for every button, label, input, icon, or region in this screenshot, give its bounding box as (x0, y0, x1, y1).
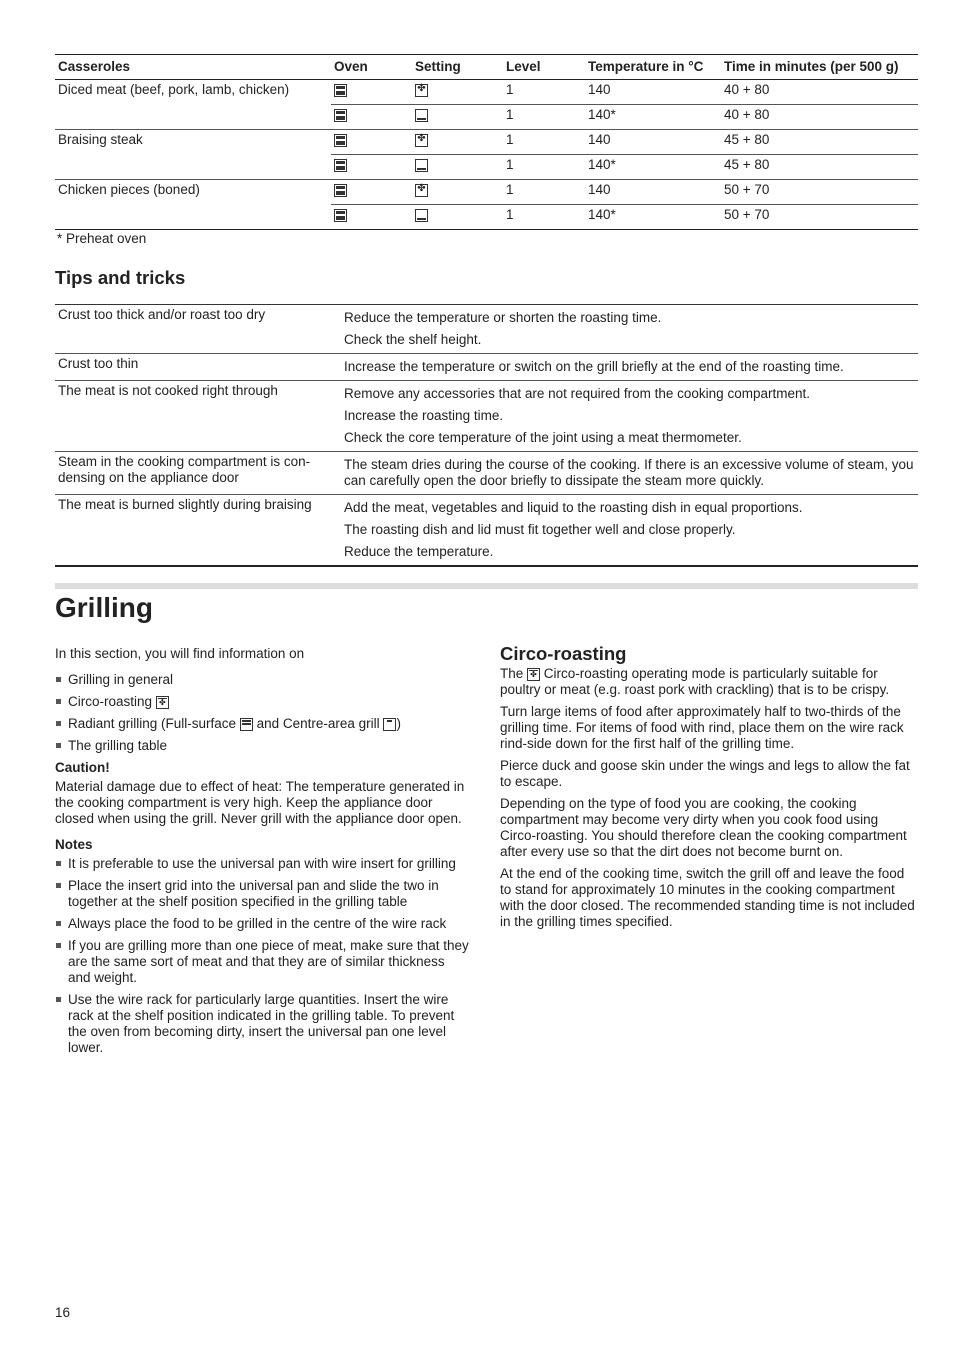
col-header-time: Time in minutes (per 500 g) (721, 55, 918, 80)
col-header-oven: Oven (331, 55, 412, 80)
time-cell: 45 + 80 (721, 155, 918, 180)
list-item: The grilling table (55, 738, 470, 754)
solution-line: Check the core temperature of the joint using a meat thermometer. (344, 430, 742, 445)
level-cell: 1 (503, 155, 585, 180)
list-item: Circo-roasting ✤ (55, 694, 470, 710)
notes-list (55, 856, 470, 1056)
oven-icon (334, 109, 347, 122)
table-row (55, 155, 918, 180)
time-cell: 40 + 80 (721, 105, 918, 130)
time-cell: 50 + 70 (721, 180, 918, 205)
section-title: Grilling (55, 592, 153, 623)
caution-text: Material damage due to effect of heat: The temperature generated in the cooking compartment is very high. Keep the appliance door closed when using the grill. Never grill with the appliance door open. (55, 779, 465, 826)
solution-line: Remove any accessories that are not required from the cooking compartment. (344, 386, 810, 401)
list-item: Always place the food to be grilled in the centre of the wire rack (55, 916, 470, 932)
problem-cell: The meat is not cooked right through (55, 381, 341, 452)
level-cell: 1 (503, 180, 585, 205)
solution-line: Add the meat, vegetables and liquid to the roasting dish in equal proportions. (344, 500, 803, 515)
list-item: Use the wire rack for particularly large quantities. Insert the wire rack at the shelf position indicated in the grilling table. To prevent the oven from becoming dirty, insert the universal pan one level lower. (55, 992, 470, 1056)
level-cell: 1 (503, 80, 585, 105)
footnote: * Preheat oven (57, 231, 147, 246)
page-number: 16 (55, 1305, 71, 1320)
solution-line: The roasting dish and lid must fit together well and close properly. (344, 522, 736, 537)
problem-cell: Steam in the cooking compartment is con-densing on the appliance door (55, 452, 341, 495)
temp-cell: 140 (585, 80, 721, 105)
paragraph: Depending on the type of food you are cooking, the cooking compartment may become very dirty when you cook food using Circo-roasting. You should therefore clean the cooking compartment after every use so that the dirt does not become burnt on. (500, 796, 907, 859)
oven-icon (334, 134, 347, 147)
solution-line: Reduce the temperature or shorten the roasting time. (344, 310, 662, 325)
bottom-heat-icon (415, 209, 428, 222)
caution-heading: Caution! (55, 760, 110, 775)
problem-cell: Crust too thick and/or roast too dry (55, 305, 341, 354)
tips-heading: Tips and tricks (55, 267, 186, 288)
time-cell: 50 + 70 (721, 205, 918, 230)
table-row (55, 105, 918, 130)
table-row (55, 452, 918, 495)
solution-cell (341, 354, 918, 381)
oven-icon (334, 159, 347, 172)
table-row (55, 130, 918, 155)
casseroles-table (55, 54, 918, 230)
list-item: It is preferable to use the universal pan with wire insert for grilling (55, 856, 470, 872)
notes-heading: Notes (55, 837, 93, 852)
temp-cell: 140* (585, 205, 721, 230)
intro-text: In this section, you will find information on (55, 646, 305, 661)
time-cell: 40 + 80 (721, 80, 918, 105)
solution-cell (341, 452, 918, 495)
tips-table (55, 304, 918, 567)
list-item: If you are grilling more than one piece of meat, make sure that they are the same sort of meat and that they are of similar thickness and weight. (55, 938, 470, 986)
circo-roasting-heading: Circo-roasting (500, 643, 627, 664)
paragraph: Turn large items of food after approximately half to two-thirds of the grilling time. For items of food with rind, place them on the wire rack rind-side down for the first half of the grilling time. (500, 704, 904, 751)
circo-roasting-icon (156, 696, 169, 709)
table-row (55, 180, 918, 205)
col-header-casseroles: Casseroles (55, 55, 331, 80)
problem-cell: The meat is burned slightly during braising (55, 495, 341, 567)
level-cell: 1 (503, 105, 585, 130)
col-header-temperature: Temperature in °C (585, 55, 721, 80)
dish-cell: Chicken pieces (boned) (55, 180, 331, 205)
toc-list (55, 672, 470, 754)
table-header-row (55, 55, 918, 80)
table-row (55, 305, 918, 354)
centre-area-grill-icon (383, 718, 396, 731)
circo-roasting-icon (527, 668, 540, 681)
solution-line: Check the shelf height. (344, 332, 482, 347)
table-row (55, 80, 918, 105)
solution-line: Reduce the temperature. (344, 544, 494, 559)
solution-line: Increase the roasting time. (344, 408, 504, 423)
level-cell: 1 (503, 205, 585, 230)
dish-cell: Braising steak (55, 130, 331, 155)
paragraph: At the end of the cooking time, switch the grill off and leave the food to stand for approximately 10 minutes in the cooking compartment with the door closed. The recommended standing time is not included in the grilling times specified. (500, 866, 915, 929)
dish-cell (55, 155, 331, 180)
oven-icon (334, 209, 347, 222)
oven-icon (334, 184, 347, 197)
solution-line: Increase the temperature or switch on the grill briefly at the end of the roasting time. (344, 359, 844, 374)
dish-cell (55, 205, 331, 230)
temp-cell: 140* (585, 105, 721, 130)
bottom-heat-icon (415, 159, 428, 172)
right-column (500, 643, 916, 936)
problem-cell: Crust too thin (55, 354, 341, 381)
dish-cell: Diced meat (beef, pork, lamb, chicken) (55, 80, 331, 105)
list-item: Grilling in general (55, 672, 470, 688)
left-column (55, 646, 470, 1062)
table-row (55, 354, 918, 381)
fan-icon (415, 134, 428, 147)
solution-line: The steam dries during the course of the cooking. If there is an excessive volume of steam, you can carefully open the door briefly to dissipate the steam more quickly. (344, 457, 914, 488)
paragraph: Pierce duck and goose skin under the wings and legs to allow the fat to escape. (500, 758, 910, 789)
time-cell: 45 + 80 (721, 130, 918, 155)
table-row (55, 495, 918, 567)
paragraph: The ✤ Circo-roasting operating mode is particularly suitable for poultry or meat (e.g. roast pork with crackling) that is to be crispy. (500, 666, 916, 698)
temp-cell: 140 (585, 130, 721, 155)
section-divider (55, 583, 918, 589)
dish-cell (55, 105, 331, 130)
temp-cell: 140* (585, 155, 721, 180)
full-surface-grill-icon (240, 718, 253, 731)
solution-cell (341, 381, 918, 452)
table-row (55, 381, 918, 452)
fan-icon (415, 184, 428, 197)
solution-cell (341, 305, 918, 354)
table-row (55, 205, 918, 230)
col-header-level: Level (503, 55, 585, 80)
list-item: Radiant grilling (Full-surface and Centre-area grill ) (55, 716, 470, 732)
solution-cell (341, 495, 918, 567)
fan-icon (415, 84, 428, 97)
list-item: Place the insert grid into the universal pan and slide the two in together at the shelf position specified in the grilling table (55, 878, 470, 910)
bottom-heat-icon (415, 109, 428, 122)
level-cell: 1 (503, 130, 585, 155)
oven-icon (334, 84, 347, 97)
col-header-setting: Setting (412, 55, 503, 80)
temp-cell: 140 (585, 180, 721, 205)
